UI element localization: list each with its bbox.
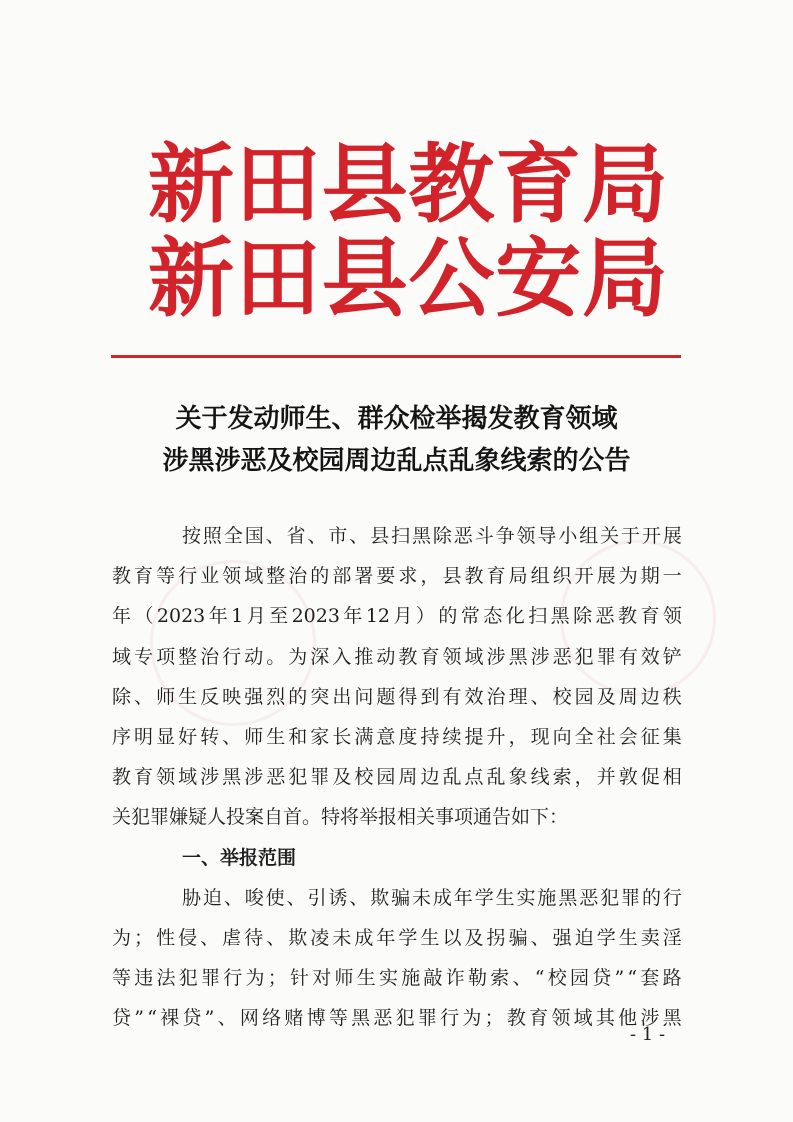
body-line: 教 育 等 行 业 领 域 整 治 的 部 署 要 求 ， 县 教 育 局 组 织 开 展 为 期 一 — [112, 565, 682, 588]
letterhead-char: 田 — [234, 228, 321, 329]
body-line: 按 照 全 国 、 省 、 市 、 县 扫 黑 除 恶 斗 争 领 导 小 组 关 于 开 展 — [182, 525, 682, 547]
body-line: 贷 ” “ 裸 贷 ” 、 网 络 赌 博 等 黑 恶 犯 罪 行 为 ； 教 育 领 域 其 他 涉 黑 — [112, 1007, 682, 1030]
letterhead-char: 安 — [495, 228, 582, 329]
body-line: 年 （ 2023 年 1 月 至 2023 年 12 月 ） 的 常 态 化 扫 黑 除 恶 教 育 领 — [112, 605, 682, 628]
body-line: 教 育 领 域 涉 黑 涉 恶 犯 罪 及 校 园 周 边 乱 点 乱 象 线 索 ， 并 敦 促 相 — [112, 766, 682, 789]
body-line: 序 明 显 好 转 、 师 生 和 家 长 满 意 度 持 续 提 升 ， 现 向 全 社 会 征 集 — [112, 725, 682, 748]
letterhead-line-1 — [148, 134, 668, 235]
body-line: 胁 迫 、 唆 使 、 引 诱 、 欺 骗 未 成 年 学 生 实 施 黑 恶 犯 罪 的 行 — [182, 886, 682, 909]
notice-title-line-1: 关于发动师生、群众检举揭发教育领域 — [175, 404, 618, 434]
page-number: - 1 - — [630, 1024, 666, 1045]
red-divider-rule — [111, 355, 681, 358]
letterhead-char: 教 — [408, 134, 495, 235]
body-line: 域 专 项 整 治 行 动 。 为 深 入 推 动 教 育 领 域 涉 黑 涉 恶 犯 罪 有 效 铲 — [112, 645, 682, 668]
letterhead-char: 县 — [321, 228, 408, 329]
letterhead-char: 新 — [148, 228, 234, 329]
notice-title-line-2: 涉黑涉恶及校园周边乱点乱象线索的公告 — [162, 446, 631, 476]
section-heading: 一、举报范围 — [182, 846, 297, 869]
letterhead-char: 公 — [408, 228, 495, 329]
body-line: 关犯罪嫌疑人投案自首。特将举报相关事项通告如下： — [112, 806, 569, 829]
letterhead-char: 新 — [148, 134, 234, 235]
letterhead-line-2 — [148, 228, 668, 329]
letterhead-char: 田 — [234, 134, 321, 235]
body-line: 除 、 师 生 反 映 强 烈 的 突 出 问 题 得 到 有 效 治 理 、 校 园 及 周 边 秩 — [112, 685, 682, 708]
letterhead-char: 县 — [321, 134, 408, 235]
notice-body — [112, 516, 682, 1038]
letterhead-char: 育 — [495, 134, 582, 235]
body-line: 等 违 法 犯 罪 行 为 ； 针 对 师 生 实 施 敲 诈 勒 索 、 “ 校 园 贷 ” “ 套 路 — [112, 967, 682, 990]
body-line: 为 ； 性 侵 、 虐 待 、 欺 凌 未 成 年 学 生 以 及 拐 骗 、 强 迫 学 生 卖 淫 — [112, 926, 682, 949]
letterhead-char: 局 — [581, 228, 668, 329]
letterhead-char: 局 — [581, 134, 668, 235]
